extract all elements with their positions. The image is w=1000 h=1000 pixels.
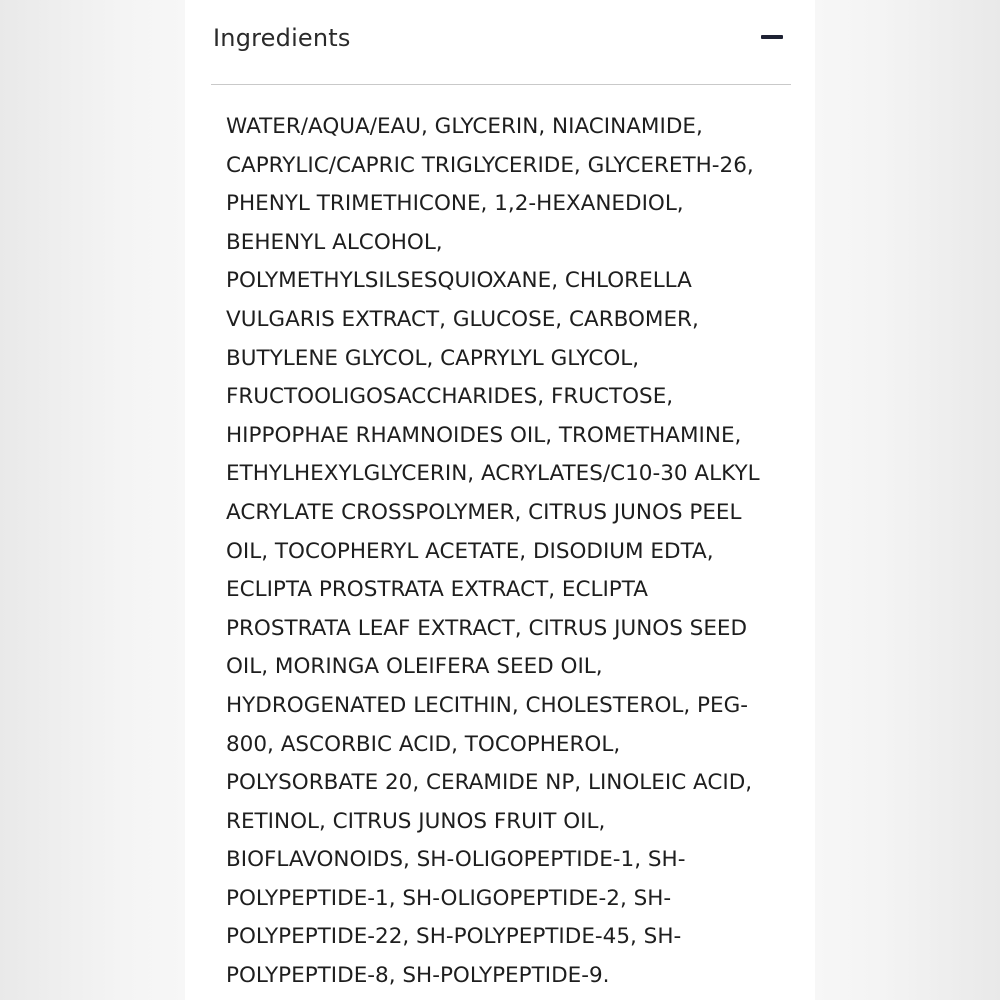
collapse-button[interactable] [755,22,789,52]
ingredients-line: FRUCTOOLIGOSACCHARIDES, FRUCTOSE, [226,384,674,410]
ingredients-line: WATER/AQUA/EAU, GLYCERIN, NIACINAMIDE, [226,114,703,139]
ingredients-line: BIOFLAVONOIDS, SH-OLIGOPEPTIDE-1, SH- [226,847,686,873]
ingredients-line: OIL, MORINGA OLEIFERA SEED OIL, [226,654,603,680]
ingredients-line: BEHENYL ALCOHOL, [226,229,443,255]
ingredients-line: POLYPEPTIDE-22, SH-POLYPEPTIDE-45, SH- [226,924,682,950]
ingredients-line: PROSTRATA LEAF EXTRACT, CITRUS JUNOS SEED [226,615,748,641]
ingredients-line: ECLIPTA PROSTRATA EXTRACT, ECLIPTA [226,577,648,603]
ingredients-line: POLYMETHYLSILSESQUIOXANE, CHLORELLA [226,268,692,294]
ingredients-line: ETHYLHEXYLGLYCERIN, ACRYLATES/C10-30 ALKYL [226,461,760,487]
minus-icon [761,35,783,39]
ingredients-list [226,108,786,996]
ingredients-line: HIPPOPHAE RHAMNOIDES OIL, TROMETHAMINE, [226,422,742,448]
ingredients-line: 800, ASCORBIC ACID, TOCOPHEROL, [226,731,621,757]
ingredients-line: RETINOL, CITRUS JUNOS FRUIT OIL, [226,808,606,834]
ingredients-accordion-header[interactable] [211,0,791,85]
accordion-title: Ingredients [213,24,351,52]
ingredients-line: POLYPEPTIDE-1, SH-OLIGOPEPTIDE-2, SH- [226,885,672,911]
ingredients-line: POLYSORBATE 20, CERAMIDE NP, LINOLEIC ACID, [226,770,753,796]
ingredients-line: OIL, TOCOPHERYL ACETATE, DISODIUM EDTA, [226,538,714,564]
ingredients-line: HYDROGENATED LECITHIN, CHOLESTEROL, PEG- [226,692,749,718]
ingredients-line: ACRYLATE CROSSPOLYMER, CITRUS JUNOS PEEL [226,499,742,525]
ingredients-panel [185,0,815,1000]
ingredients-line: CAPRYLIC/CAPRIC TRIGLYCERIDE, GLYCERETH-26, [226,152,754,178]
ingredients-line: POLYPEPTIDE-8, SH-POLYPEPTIDE-9. [226,963,610,989]
ingredients-line: PHENYL TRIMETHICONE, 1,2-HEXANEDIOL, [226,191,684,217]
ingredients-line: BUTYLENE GLYCOL, CAPRYLYL GLYCOL, [226,345,640,371]
ingredients-line: VULGARIS EXTRACT, GLUCOSE, CARBOMER, [226,306,699,332]
